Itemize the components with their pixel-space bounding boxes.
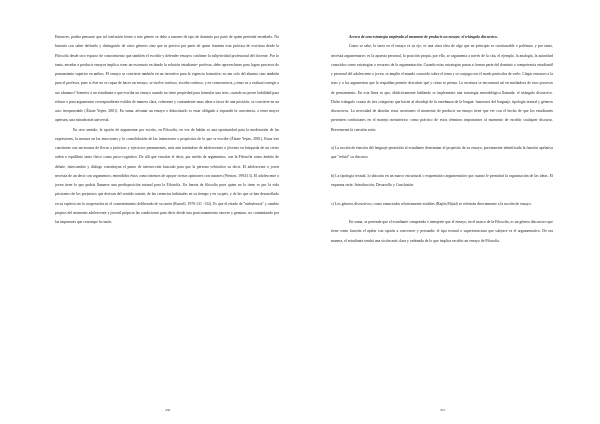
- list-item-a: a) La noción de función del lenguaje permitiría al estudiante determinar el propósito de su ensayo, previamente identificada la función apelativa que "refutá" su discurso.: [331, 146, 553, 160]
- right-page: [300, 0, 600, 424]
- right-paragraph-final: En suma, se pretende que el estudiante comprenda e interprete que el ensayo, en el marco de la Filosofía, es un género discursivo que tiene como función el apelar con opción a convencer y persuadir, el tipo textual o superestructura que subyace es el argumentativo. De esa manera, el estudiante tendrá una visión más clara y ordenada de lo que implica escribir un ensayo de Filosofía.: [331, 220, 553, 243]
- left-paragraph-2: En otro sentido, la opción de argumentar por escrito, en Filosofía, en vez de hablar es una oportunidad para la moderación de las expresiones, la mesura en las emociones y la consolidación de las intenciones o propósitos de lo que se escribe (Álzate Yepes, 2001). Estas tres cuestiones son necesarias de llevar a prácticas y ejercicios permanentes, más aún tratándose de adolescentes o jóvenes en búsqueda de un cierto orden o equilibrio tanto físico como psico-cognitivo. De allí que vincular el decir, por medio de argumentos, con la Filosofía como ámbito de debate, intercambio y diálogo constituyan el punto de intersección buscado para que la persona vehiculice su decir. El adolescente o joven necesita de un decir con argumentos; entendidos éstos como intentos de apoyar ciertas opiniones con razones (Weston, 1994:13). El adolescente o joven tiene lo que podría llamarse una predisposición natural para la Filosofía. Un barniz de filosofía pues quien no lo tiene vs por la vida prisionero de los prejuicios que derivan del sentido común, de las creencias habituales en su tiempo y en su país, y de las que se han desarrollado en su espíritu sin la cooperación ni el consentimiento deliberado de su razón (Russell, 1970:131 -132). Es que el estado de "turbulencia" y cambio propios del momento adolescente y juvenil propicia las condiciones para decir desde una posicionamiento sincero y genuino, no contaminado por las impurezas que corrompe la razón.: [55, 127, 279, 224]
- right-text-column: [331, 33, 553, 246]
- left-paragraph-1: Entonces, podría pensarse que tal confusión frente a este género se debe a razones de tipo de dominio por parte de quien pretende enseñarlo. No bastaría con saber definirlo y distinguirlo de otros géneros sino que es preciso por parte de quien fomenta esta práctica de escritura desde la Filosofía desde otro espacio de conocimiento que también el escribir y defender ensayos confirme la subjetividad profesional del docente. Por lo tanto, enseñar a producir ensayos implica crear un escenario en donde la relación estudiante- profesor, debe aprovecharse para lograr procesos de pensamiento superior en ambos. El ensayo se convierte también en un incentivo para la vigencia formativa: no tan solo del alumno sino también para el profesor, pues si éste no es capaz de hacer un ensayo, se vuelve confuso, escribe confuso, y en consecuencia ¿cómo va a evaluar/corregir a sus alumnos? Someter a un estudiante a que escriba un ensayo cuando no tiene propiedad para formular una tesis, cuando no posee habilidad para refutar o para argumentar correspondiente exhibir de manera clara, coherente y contundente unas ideas a favor de una posición, se convierte en un acto irresponsable (Álzate Yepes, 2001). En suma, afrontar un ensayo o didactizarlo es estar obligado a expandir la conciencia, a tener mayor apertura, una mirada más universal.: [55, 35, 279, 123]
- list-item-b: b) La tipología textual, lo ubicaría en un marco estructural o esquemático argumentativo por cuanto le permitirá la organización de las ideas. El esquema sería: Introducción, Desarrollo y Conclusión.: [331, 173, 553, 187]
- section-heading: Acerca de una estrategia empleada al momento de producir un ensayo: el triángulo discursivo.: [349, 35, 498, 39]
- left-page-number: 430: [165, 408, 171, 412]
- right-paragraph-1: Como se sabe, la tarea en el ensayo es su eje, es una clara idea de algo que en principio es cuestionable o polémico y por tanto, necesita argumentarse; es la apuesta personal, la posición propia, por ello, se argumenta a través de la cita, el ejemplo, la analogía, la autoridad conocidos como estrategias o recursos de la argumentación. Cuando estas estrategias pasan a formar parte del dominio o competencia estudiantil y personal del adolescente o joven, se amplía el mundo conocido sobre el tema y se conjuga con el modo particular de verlo. Llegar entonces a la tesis y a los argumentos que la respaldan permite descubrir qué y cómo se piensa. La escritura se encontrará así en mediadora de esos procesos de pensamiento. En esta línea es que, didácticamente hablando se implementó una estrategia metodológica llamada: el triángulo discursivo. Dicho triángulo consta de tres categorías que hacen al abordaje de la enseñanza de la lengua: funciones del lenguaje, tipología textual y géneros discursivos. La necesidad de abordar estas cuestiones el momento de producir un ensayo tiene que ver con el hecho de que los estudiantes presenten confusiones en el manejo metateórico como práctico de estos términos importantes al momento de escribir cualquier discurso. Brevemente la cuestión sería:: [331, 44, 553, 132]
- left-text-column: [55, 33, 279, 227]
- list-item-c: c) Los géneros discursivos, como enunciados relativamente estables (Bajtín,Mijail) se referirán directamente a la noción de ensayo.: [331, 201, 532, 206]
- right-page-number: 431: [440, 408, 446, 412]
